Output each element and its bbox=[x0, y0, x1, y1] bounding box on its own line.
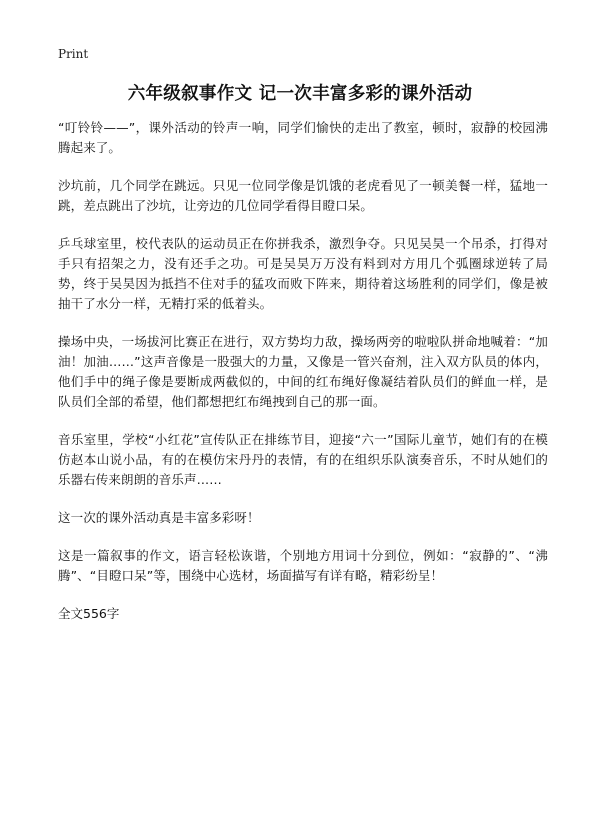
paragraph-table-tennis: 乒乓球室里，校代表队的运动员正在你拼我杀，激烈争夺。只见吴昊一个吊杀，打得对手只有招架之力，没有还手之功。可是吴昊万万没有料到对方用几个弧圈球逆转了局势，终于吴昊因为抵挡不住对手的猛攻而败下阵来，期待着这场胜利的同学们，像是被抽干了水分一样，无精打采的低着头。 bbox=[58, 236, 548, 311]
article-body bbox=[58, 118, 548, 624]
paragraph-comment: 这是一篇叙事的作文，语言轻松诙谐，个别地方用词十分到位，例如：“寂静的”、“沸腾”、“目瞪口呆”等，围绕中心选材，场面描写有详有略，精彩纷呈！ bbox=[58, 548, 548, 583]
article-title: 六年级叙事作文 记一次丰富多彩的课外活动 bbox=[127, 84, 473, 104]
print-link[interactable]: Print bbox=[58, 47, 89, 61]
paragraph-music-room: 音乐室里，学校“小红花”宣传队正在排练节目，迎接“六一”国际儿童节，她们有的在模仿赵本山说小品，有的在模仿宋丹丹的表情，有的在组织乐队演奏音乐，不时从她们的乐器右传来朗朗的音乐声…… bbox=[58, 432, 548, 487]
paragraph-sandpit: 沙坑前，几个同学在跳远。只见一位同学像是饥饿的老虎看见了一顿美餐一样，猛地一跳，差点跳出了沙坑，让旁边的几位同学看得目瞪口呆。 bbox=[58, 178, 548, 213]
paragraph-conclusion: 这一次的课外活动真是丰富多彩呀！ bbox=[58, 510, 260, 525]
paragraph-bell: “叮铃铃——”，课外活动的铃声一响，同学们愉快的走出了教室，顿时，寂静的校园沸腾起来了。 bbox=[58, 120, 548, 155]
word-count: 全文556字 bbox=[58, 606, 120, 621]
paragraph-tug-of-war: 操场中央，一场拔河比赛正在进行，双方势均力敌，操场两旁的啦啦队拼命地喊着：“加油！加油……”这声音像是一股强大的力量，又像是一管兴奋剂，注入双方队员的体内，他们手中的绳子像是要断成两截似的，中间的红布绳好像凝结着队员们的鲜血一样，是队员们全部的希望，他们都想把红布绳拽到自己的那一面。 bbox=[58, 334, 548, 409]
